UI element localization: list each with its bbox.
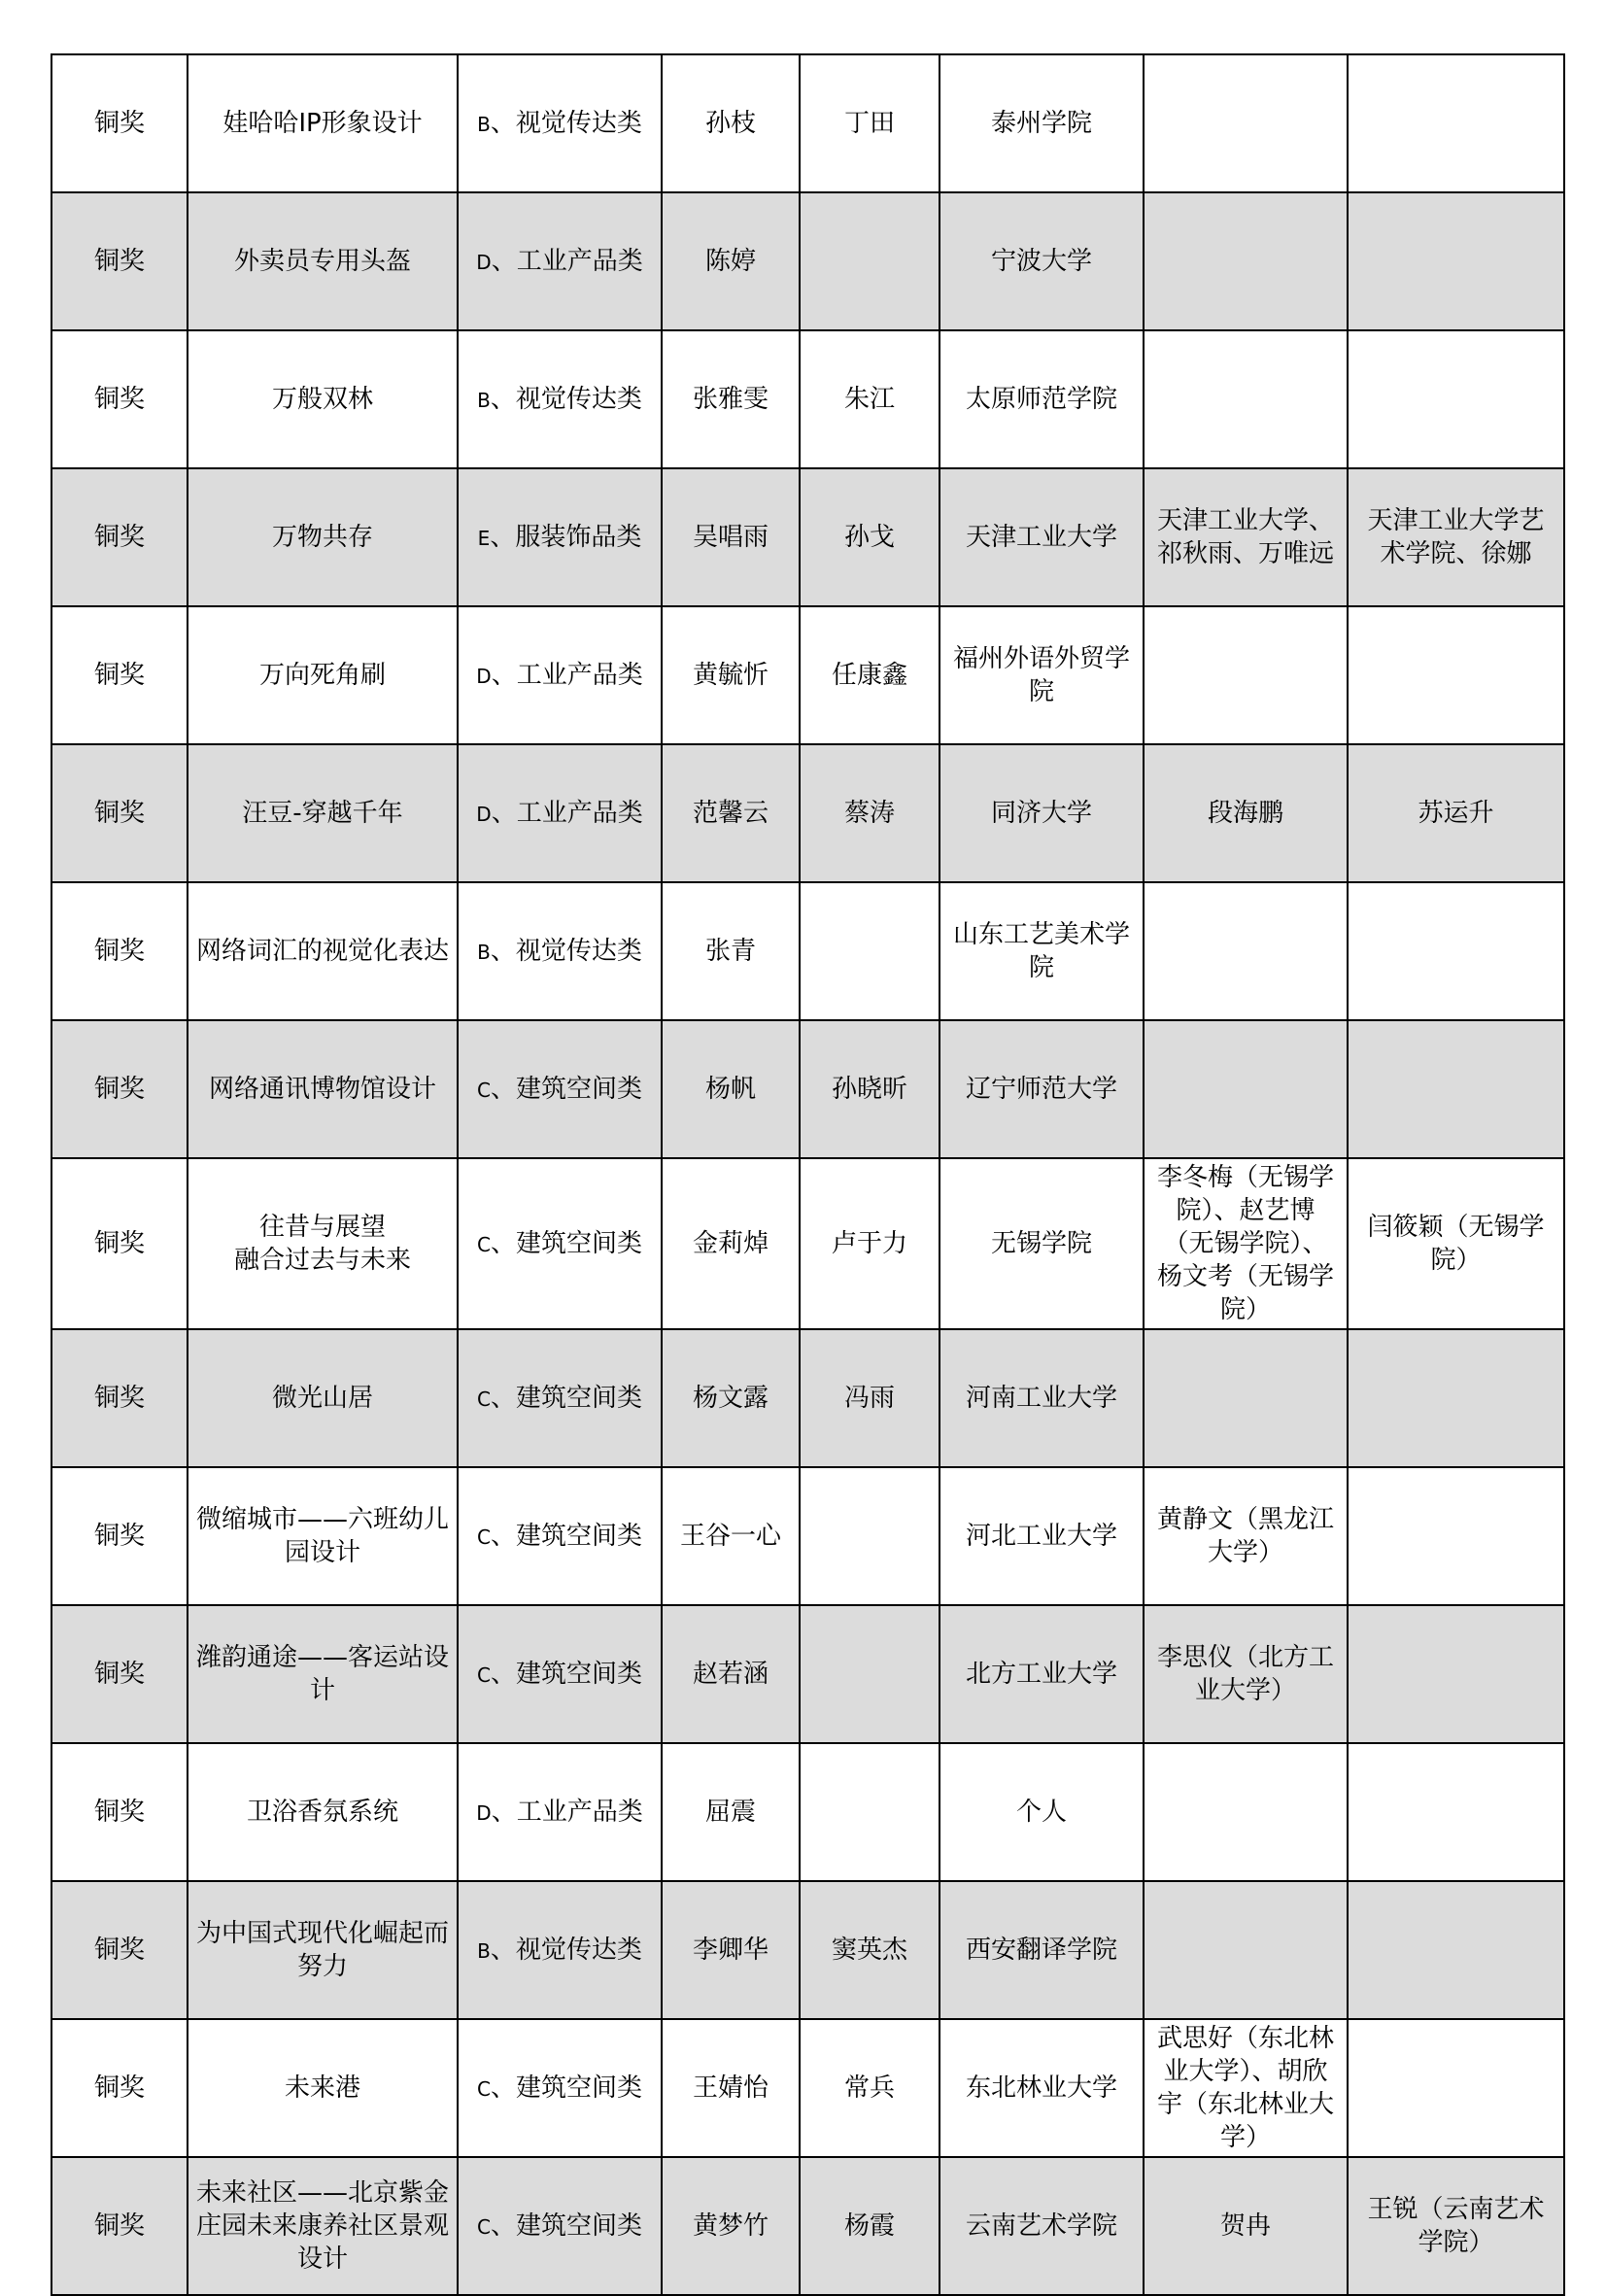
- category-name: 、视觉传达类: [490, 936, 642, 966]
- category-letter: C: [477, 2076, 491, 2101]
- advisor-text: 段海鹏: [1207, 799, 1283, 828]
- category-cell: [458, 54, 662, 192]
- category-name: 、视觉传达类: [490, 384, 642, 414]
- category-name: 、工业产品类: [491, 660, 643, 690]
- school-cell: [940, 54, 1144, 192]
- table-row: [51, 882, 1564, 1020]
- table-row: [51, 192, 1564, 330]
- table-row: [51, 1158, 1564, 1329]
- author-cell: [662, 744, 800, 882]
- school-cell: [940, 1020, 1144, 1158]
- award-text: 铜奖: [93, 247, 145, 276]
- advisor-cell: [1144, 1743, 1348, 1881]
- advisor-cell: [1348, 882, 1564, 1020]
- award-cell: [51, 744, 188, 882]
- advisor-cell: [1348, 330, 1564, 468]
- advisor-text: 贺冉: [1219, 2211, 1271, 2241]
- member-cell: [800, 192, 940, 330]
- author-cell: [662, 2157, 800, 2295]
- advisor-cell: [1348, 54, 1564, 192]
- author-cell: [662, 2019, 800, 2157]
- title-text: 外卖员专用头盔: [233, 247, 411, 276]
- title-text: 万向死角刷: [258, 661, 386, 690]
- category-letter: B: [477, 940, 491, 964]
- advisor-text: 武思好（东北林业大学）、胡欣宇（东北林业大学）: [1156, 2024, 1334, 2152]
- school-text: 山东工艺美术学院: [952, 920, 1130, 982]
- advisor-text: 苏运升: [1418, 799, 1494, 828]
- advisor-cell: [1144, 330, 1348, 468]
- school-cell: [940, 1158, 1144, 1329]
- school-cell: [940, 882, 1144, 1020]
- school-text: 东北林业大学: [965, 2073, 1117, 2103]
- title-cell: [188, 1020, 458, 1158]
- award-cell: [51, 1329, 188, 1467]
- advisor-cell: [1348, 744, 1564, 882]
- author-text: 陈婷: [704, 247, 756, 276]
- school-text: 河南工业大学: [965, 1384, 1117, 1413]
- author-cell: [662, 882, 800, 1020]
- school-cell: [940, 192, 1144, 330]
- advisor-text: 黄静文（黑龙江大学）: [1156, 1505, 1334, 1567]
- school-cell: [940, 1881, 1144, 2019]
- category-letter: D: [476, 250, 492, 274]
- title-text: 汪豆-穿越千年: [242, 799, 403, 828]
- award-text: 铜奖: [93, 109, 145, 138]
- category-cell: [458, 330, 662, 468]
- title-cell: [188, 1158, 458, 1329]
- advisor-cell: [1144, 54, 1348, 192]
- member-cell: [800, 1605, 940, 1743]
- member-cell: [800, 468, 940, 606]
- award-cell: [51, 882, 188, 1020]
- category-name: 、工业产品类: [491, 798, 643, 828]
- school-text: 西安翻译学院: [965, 1936, 1117, 1965]
- award-cell: [51, 1605, 188, 1743]
- advisor-cell: [1144, 882, 1348, 1020]
- advisor-cell: [1144, 2157, 1348, 2295]
- advisor-cell: [1144, 192, 1348, 330]
- award-text: 铜奖: [93, 523, 145, 552]
- award-cell: [51, 192, 188, 330]
- title-text: 网络通讯博物馆设计: [208, 1075, 436, 1104]
- award-text: 铜奖: [93, 1384, 145, 1413]
- author-text: 黄毓忻: [692, 661, 769, 690]
- member-text: 冯雨: [843, 1384, 895, 1413]
- category-cell: [458, 1605, 662, 1743]
- author-cell: [662, 1881, 800, 2019]
- author-cell: [662, 1605, 800, 1743]
- school-cell: [940, 606, 1144, 744]
- author-text: 范馨云: [692, 799, 769, 828]
- advisor-text: 闫筱颖（无锡学院）: [1367, 1213, 1545, 1275]
- category-name: 、工业产品类: [491, 246, 643, 276]
- award-table: [51, 53, 1565, 2296]
- school-cell: [940, 2019, 1144, 2157]
- category-name: 、建筑空间类: [490, 1383, 642, 1413]
- author-cell: [662, 1158, 800, 1329]
- award-cell: [51, 1158, 188, 1329]
- title-cell: [188, 606, 458, 744]
- advisor-text: 李冬梅（无锡学院）、赵艺博（无锡学院）、杨文考（无锡学院）: [1156, 1163, 1334, 1324]
- member-cell: [800, 1743, 940, 1881]
- category-cell: [458, 468, 662, 606]
- member-cell: [800, 54, 940, 192]
- category-cell: [458, 2019, 662, 2157]
- school-cell: [940, 744, 1144, 882]
- category-cell: [458, 1329, 662, 1467]
- member-cell: [800, 1881, 940, 2019]
- member-cell: [800, 1467, 940, 1605]
- award-cell: [51, 606, 188, 744]
- category-name: 、建筑空间类: [490, 2073, 642, 2103]
- category-name: 、工业产品类: [491, 1797, 643, 1827]
- category-letter: D: [476, 664, 492, 688]
- school-text: 宁波大学: [990, 247, 1092, 276]
- title-cell: [188, 468, 458, 606]
- title-text: 为中国式现代化崛起而努力: [196, 1919, 450, 1981]
- award-cell: [51, 330, 188, 468]
- title-cell: [188, 1605, 458, 1743]
- school-cell: [940, 1743, 1144, 1881]
- title-cell: [188, 192, 458, 330]
- category-letter: E: [477, 526, 491, 550]
- title-text: 网络词汇的视觉化表达: [196, 937, 450, 966]
- advisor-cell: [1348, 1743, 1564, 1881]
- school-text: 辽宁师范大学: [965, 1075, 1117, 1104]
- advisor-cell: [1348, 2157, 1564, 2295]
- member-cell: [800, 1329, 940, 1467]
- school-text: 太原师范学院: [965, 385, 1117, 414]
- member-text: 蔡涛: [843, 799, 895, 828]
- award-text: 铜奖: [93, 385, 145, 414]
- category-cell: [458, 1881, 662, 2019]
- category-cell: [458, 882, 662, 1020]
- title-cell: [188, 1743, 458, 1881]
- title-cell: [188, 1329, 458, 1467]
- school-text: 个人: [1015, 1798, 1067, 1827]
- member-text: 常兵: [843, 2073, 895, 2103]
- title-text: 万物共存: [271, 523, 373, 552]
- member-text: 孙戈: [843, 523, 895, 552]
- school-cell: [940, 1605, 1144, 1743]
- category-name: 、建筑空间类: [490, 1074, 642, 1104]
- award-cell: [51, 1743, 188, 1881]
- title-cell: [188, 882, 458, 1020]
- award-text: 铜奖: [93, 1936, 145, 1965]
- title-text: 卫浴香氛系统: [246, 1798, 398, 1827]
- author-text: 张雅雯: [692, 385, 769, 414]
- category-name: 、建筑空间类: [490, 2210, 642, 2241]
- author-text: 张青: [704, 937, 756, 966]
- title-text: 微光山居: [271, 1384, 373, 1413]
- member-text: 丁田: [843, 109, 895, 138]
- school-text: 天津工业大学: [965, 523, 1117, 552]
- author-cell: [662, 54, 800, 192]
- author-text: 赵若涵: [692, 1660, 769, 1689]
- title-text: 万般双林: [271, 385, 373, 414]
- advisor-cell: [1144, 2019, 1348, 2157]
- table-row: [51, 1467, 1564, 1605]
- advisor-cell: [1348, 1881, 1564, 2019]
- table-row: [51, 54, 1564, 192]
- member-cell: [800, 330, 940, 468]
- school-text: 河北工业大学: [965, 1522, 1117, 1551]
- title-cell: [188, 1881, 458, 2019]
- award-cell: [51, 1881, 188, 2019]
- author-text: 杨文露: [692, 1384, 769, 1413]
- award-text: 铜奖: [93, 1798, 145, 1827]
- school-text: 福州外语外贸学院: [952, 644, 1130, 706]
- author-text: 孙枝: [704, 109, 756, 138]
- category-letter: D: [476, 1800, 492, 1825]
- author-cell: [662, 1743, 800, 1881]
- award-cell: [51, 54, 188, 192]
- school-text: 泰州学院: [990, 109, 1092, 138]
- advisor-text: 王锐（云南艺术学院）: [1367, 2195, 1545, 2257]
- author-cell: [662, 1020, 800, 1158]
- award-text: 铜奖: [93, 1075, 145, 1104]
- member-text: 杨霞: [843, 2211, 895, 2241]
- category-cell: [458, 1467, 662, 1605]
- member-cell: [800, 744, 940, 882]
- member-cell: [800, 606, 940, 744]
- advisor-cell: [1144, 1467, 1348, 1605]
- advisor-text: 天津工业大学、祁秋雨、万唯远: [1156, 506, 1334, 568]
- category-letter: C: [477, 1662, 491, 1687]
- school-text: 北方工业大学: [965, 1660, 1117, 1689]
- member-cell: [800, 1158, 940, 1329]
- advisor-cell: [1144, 1605, 1348, 1743]
- author-cell: [662, 330, 800, 468]
- advisor-cell: [1348, 468, 1564, 606]
- category-name: 、建筑空间类: [490, 1659, 642, 1689]
- author-cell: [662, 1467, 800, 1605]
- category-name: 、建筑空间类: [490, 1521, 642, 1551]
- school-text: 无锡学院: [990, 1229, 1092, 1258]
- member-cell: [800, 2019, 940, 2157]
- advisor-cell: [1144, 1158, 1348, 1329]
- award-text: 铜奖: [93, 1660, 145, 1689]
- author-text: 王谷一心: [679, 1522, 781, 1551]
- author-text: 黄梦竹: [692, 2211, 769, 2241]
- award-cell: [51, 1467, 188, 1605]
- category-name: 、视觉传达类: [490, 108, 642, 138]
- category-letter: B: [477, 1938, 491, 1963]
- category-cell: [458, 1743, 662, 1881]
- category-letter: D: [476, 802, 492, 826]
- advisor-cell: [1144, 468, 1348, 606]
- advisor-text: 天津工业大学艺术学院、徐娜: [1367, 506, 1545, 568]
- member-text: 窦英杰: [831, 1936, 907, 1965]
- advisor-cell: [1144, 744, 1348, 882]
- title-cell: [188, 1467, 458, 1605]
- member-text: 孙晓昕: [831, 1075, 907, 1104]
- category-name: 、视觉传达类: [490, 1935, 642, 1965]
- table-row: [51, 330, 1564, 468]
- advisor-cell: [1348, 1329, 1564, 1467]
- table-row: [51, 2157, 1564, 2295]
- member-text: 朱江: [843, 385, 895, 414]
- advisor-cell: [1144, 1881, 1348, 2019]
- title-cell: [188, 744, 458, 882]
- member-cell: [800, 1020, 940, 1158]
- category-cell: [458, 744, 662, 882]
- advisor-cell: [1348, 606, 1564, 744]
- table-row: [51, 1881, 1564, 2019]
- advisor-cell: [1348, 1020, 1564, 1158]
- award-text: 铜奖: [93, 799, 145, 828]
- member-text: 卢于力: [831, 1229, 907, 1258]
- award-cell: [51, 1020, 188, 1158]
- category-name: 、服装饰品类: [490, 522, 642, 552]
- advisor-text: 李思仪（北方工业大学）: [1156, 1643, 1334, 1705]
- author-text: 李卿华: [692, 1936, 769, 1965]
- award-text: 铜奖: [93, 1229, 145, 1258]
- school-cell: [940, 330, 1144, 468]
- member-cell: [800, 882, 940, 1020]
- advisor-cell: [1348, 192, 1564, 330]
- title-cell: [188, 2019, 458, 2157]
- award-cell: [51, 468, 188, 606]
- category-cell: [458, 2157, 662, 2295]
- table-row: [51, 1020, 1564, 1158]
- award-text: 铜奖: [93, 661, 145, 690]
- title-cell: [188, 54, 458, 192]
- advisor-cell: [1348, 2019, 1564, 2157]
- category-letter: B: [477, 388, 491, 412]
- author-text: 屈震: [704, 1798, 756, 1827]
- category-letter: C: [477, 1232, 491, 1256]
- award-cell: [51, 2157, 188, 2295]
- member-cell: [800, 2157, 940, 2295]
- award-text: 铜奖: [93, 2073, 145, 2103]
- category-letter: C: [477, 1078, 491, 1102]
- author-cell: [662, 468, 800, 606]
- school-cell: [940, 468, 1144, 606]
- table-row: [51, 468, 1564, 606]
- category-cell: [458, 1020, 662, 1158]
- title-text: 潍韵通途——客运站设计: [196, 1643, 450, 1705]
- category-cell: [458, 192, 662, 330]
- school-cell: [940, 2157, 1144, 2295]
- category-letter: C: [477, 1525, 491, 1549]
- table-row: [51, 744, 1564, 882]
- author-text: 王婧怡: [692, 2073, 769, 2103]
- award-cell: [51, 2019, 188, 2157]
- title-cell: [188, 330, 458, 468]
- author-cell: [662, 192, 800, 330]
- school-cell: [940, 1467, 1144, 1605]
- author-cell: [662, 606, 800, 744]
- category-letter: C: [477, 1387, 491, 1411]
- table-row: [51, 1605, 1564, 1743]
- advisor-cell: [1144, 606, 1348, 744]
- table-row: [51, 1329, 1564, 1467]
- title-text: 微缩城市——六班幼儿园设计: [196, 1505, 450, 1567]
- title-text: 未来港: [284, 2073, 360, 2103]
- category-letter: C: [477, 2214, 491, 2239]
- category-cell: [458, 1158, 662, 1329]
- category-name: 、建筑空间类: [490, 1228, 642, 1258]
- award-text: 铜奖: [93, 2211, 145, 2241]
- title-text: 未来社区——北京紫金庄园未来康养社区景观设计: [196, 2178, 450, 2274]
- school-text: 同济大学: [990, 799, 1092, 828]
- author-text: 吴唱雨: [692, 523, 769, 552]
- table-row: [51, 606, 1564, 744]
- award-text: 铜奖: [93, 937, 145, 966]
- table-row: [51, 2019, 1564, 2157]
- school-text: 云南艺术学院: [965, 2211, 1117, 2241]
- title-text: 娃哈哈IP形象设计: [222, 109, 423, 138]
- advisor-cell: [1348, 1605, 1564, 1743]
- author-text: 金莉焯: [692, 1229, 769, 1258]
- advisor-cell: [1348, 1467, 1564, 1605]
- category-letter: B: [477, 112, 491, 136]
- table-row: [51, 1743, 1564, 1881]
- advisor-cell: [1348, 1158, 1564, 1329]
- title-cell: [188, 2157, 458, 2295]
- author-text: 杨帆: [704, 1075, 756, 1104]
- title-text: 往昔与展望 融合过去与未来: [233, 1213, 411, 1275]
- school-cell: [940, 1329, 1144, 1467]
- member-text: 任康鑫: [831, 661, 907, 690]
- award-text: 铜奖: [93, 1522, 145, 1551]
- category-cell: [458, 606, 662, 744]
- author-cell: [662, 1329, 800, 1467]
- advisor-cell: [1144, 1329, 1348, 1467]
- advisor-cell: [1144, 1020, 1348, 1158]
